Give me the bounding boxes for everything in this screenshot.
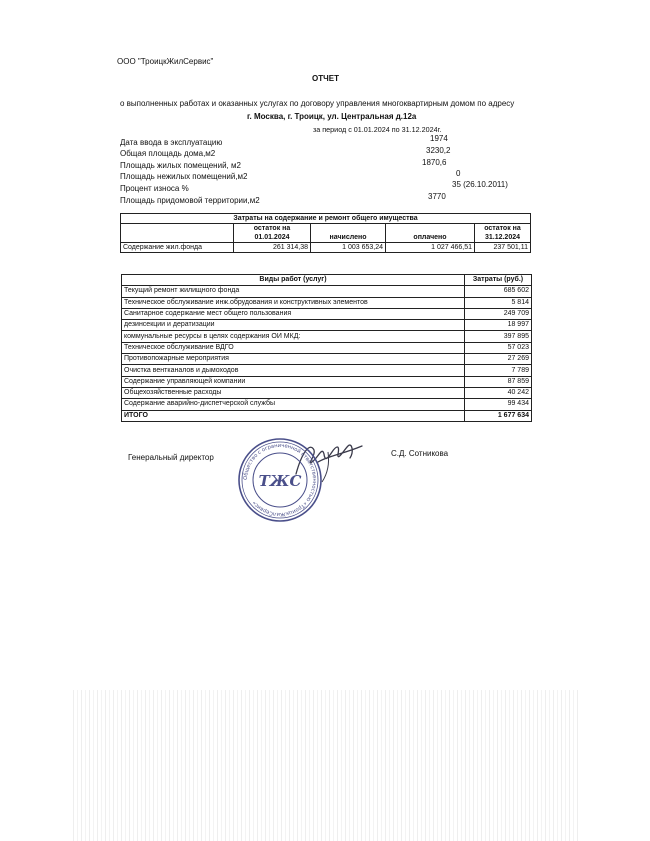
- summary-row-label: Содержание жил.фонда: [121, 243, 234, 253]
- info-value: 1974: [430, 134, 448, 143]
- work-cost: 57 023: [465, 342, 532, 353]
- summary-charged-value: 1 003 653,24: [311, 243, 386, 253]
- work-name: Содержание аварийно-диспетчерской службы: [122, 399, 465, 410]
- work-cost: 7 789: [465, 365, 532, 376]
- work-cost: 87 859: [465, 376, 532, 387]
- table-row: [122, 399, 532, 410]
- info-label: Общая площадь дома,м2: [120, 149, 216, 158]
- info-value: 35 (26.10.2011): [452, 180, 508, 189]
- summary-paid-value: 1 027 466,51: [386, 243, 475, 253]
- works-col-name: Виды работ (услуг): [122, 275, 465, 286]
- info-label: Процент износа %: [120, 184, 189, 193]
- work-cost: 99 434: [465, 399, 532, 410]
- scan-artifact: [70, 690, 580, 841]
- table-row: [122, 387, 532, 398]
- table-row: [122, 331, 532, 342]
- work-name: Содержание управляющей компании: [122, 376, 465, 387]
- total-label: ИТОГО: [122, 410, 465, 421]
- company-stamp: [236, 436, 324, 524]
- summary-table: [120, 213, 531, 253]
- work-name: Техническое обслуживание ВДГО: [122, 342, 465, 353]
- stamp-ring-text: Общество с ограниченной ответственностью «ТроицкЖилСервис»: [242, 442, 318, 518]
- period: за период с 01.01.2024 по 31.12.2024г.: [313, 125, 442, 134]
- total-value: 1 677 634: [465, 410, 532, 421]
- signatory-name: С.Д. Сотникова: [391, 449, 449, 458]
- stamp-logo-text: ТЖС: [258, 472, 302, 490]
- work-cost: 249 709: [465, 308, 532, 319]
- work-cost: 40 242: [465, 387, 532, 398]
- organization-name: ООО "ТроицкЖилСервис": [117, 57, 214, 66]
- table-row: [122, 286, 532, 297]
- works-table: [121, 274, 532, 422]
- work-name: Текущий ремонт жилищного фонда: [122, 286, 465, 297]
- table-row: [122, 354, 532, 365]
- info-label: Дата ввода в эксплуатацию: [120, 138, 223, 147]
- report-subtitle: о выполненных работах и оказанных услугах по договору управления многоквартирным домом по адресу: [120, 99, 515, 108]
- report-title: ОТЧЕТ: [312, 74, 339, 83]
- summary-end-value: 237 501,11: [475, 243, 531, 253]
- info-value: 3770: [428, 192, 446, 201]
- info-value: 1870,6: [422, 158, 447, 167]
- work-cost: 18 997: [465, 320, 532, 331]
- table-row: [122, 308, 532, 319]
- table-row: [122, 320, 532, 331]
- table-row: [122, 342, 532, 353]
- signatory-position: Генеральный директор: [128, 453, 214, 462]
- work-name: коммунальные ресурсы в целях содержания ОИ МКД:: [122, 331, 465, 342]
- info-label: Площадь придомовой территории,м2: [120, 196, 260, 205]
- col-end-balance: остаток на 31.12.2024: [475, 224, 531, 243]
- work-cost: 27 269: [465, 354, 532, 365]
- work-name: Противопожарные мероприятия: [122, 354, 465, 365]
- summary-start-value: 261 314,38: [234, 243, 311, 253]
- info-value: 3230,2: [426, 146, 451, 155]
- info-value: 0: [456, 169, 461, 178]
- work-name: дезинсекции и дератизации: [122, 320, 465, 331]
- work-name: Очистка вентканалов и дымоходов: [122, 365, 465, 376]
- total-row: [122, 410, 532, 421]
- work-cost: 397 895: [465, 331, 532, 342]
- work-name: Техническое обслуживание инж.обрудования и конструктивных элементов: [122, 297, 465, 308]
- table-row: [122, 297, 532, 308]
- works-col-cost: Затраты (руб.): [465, 275, 532, 286]
- table-row: [122, 365, 532, 376]
- work-cost: 685 602: [465, 286, 532, 297]
- col-start-balance: остаток на 01.01.2024: [234, 224, 311, 243]
- info-label: Площадь жилых помещений, м2: [120, 161, 241, 170]
- work-name: Санитарное содержание мест общего пользования: [122, 308, 465, 319]
- address: г. Москва, г. Троицк, ул. Центральная д.12а: [247, 112, 417, 121]
- work-name: Общехозяйственные расходы: [122, 387, 465, 398]
- col-charged: начислено: [311, 224, 386, 243]
- summary-header: Затраты на содержание и ремонт общего имущества: [121, 214, 531, 224]
- info-label: Площадь нежилых помещений,м2: [120, 172, 248, 181]
- col-paid: оплачено: [386, 224, 475, 243]
- work-cost: 5 814: [465, 297, 532, 308]
- table-row: [122, 376, 532, 387]
